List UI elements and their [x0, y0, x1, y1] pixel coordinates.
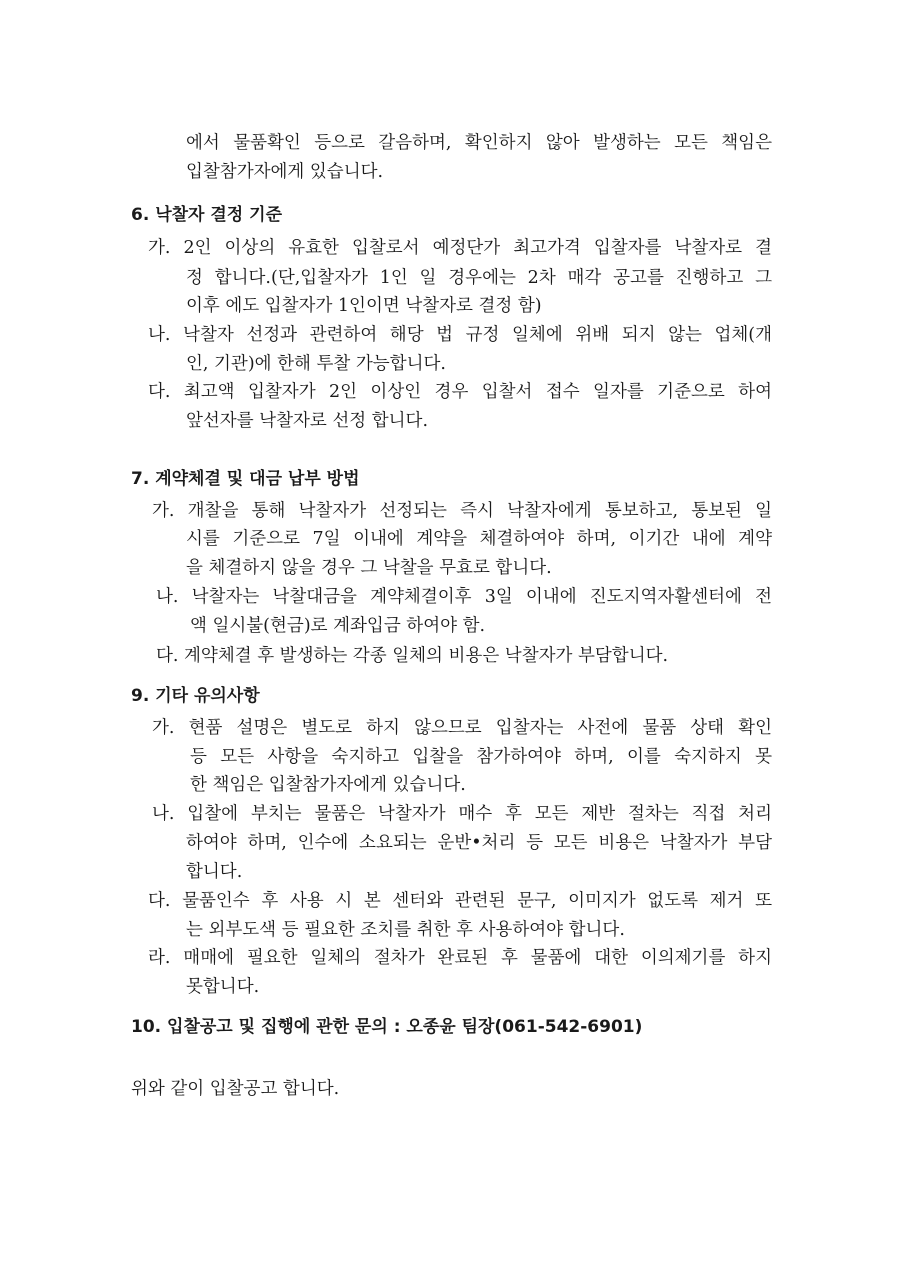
section-6-ga-line-1: 가. 2인 이상의 유효한 입찰로서 예정단가 최고가격 입찰자를 낙찰자로 결 [148, 238, 772, 258]
section-9-ga-line-3: 한 책임은 입찰참가자에게 있습니다. [190, 775, 466, 795]
section-9-da-line-2: 는 외부도색 등 필요한 조치를 취한 후 사용하여야 합니다. [186, 920, 625, 940]
section-7-ga-line-3: 을 체결하지 않을 경우 그 낙찰을 무효로 합니다. [186, 558, 552, 578]
section-6-da-line-2: 앞선자를 낙찰자로 선정 합니다. [186, 411, 429, 431]
section-6-na-line-1: 나. 낙찰자 선정과 관련하여 해당 법 규정 일체에 위배 되지 않는 업체(개 [148, 325, 772, 345]
section-9-ga-line-1: 가. 현품 설명은 별도로 하지 않으므로 입찰자는 사전에 물품 상태 확인 [152, 718, 772, 738]
section-6-heading: 6. 낙찰자 결정 기준 [131, 205, 282, 225]
section-7-ga-line-1: 가. 개찰을 통해 낙찰자가 선정되는 즉시 낙찰자에게 통보하고, 통보된 일 [152, 501, 772, 521]
section-9-ga-line-2: 등 모든 사항을 숙지하고 입찰을 참가하여야 하며, 이를 숙지하지 못 [190, 747, 772, 767]
section-7-heading: 7. 계약체결 및 대금 납부 방법 [131, 469, 360, 489]
section-9-na-line-2: 하여야 하며, 인수에 소요되는 운반•처리 등 모든 비용은 낙찰자가 부담 [186, 833, 772, 853]
section-9-na-line-3: 합니다. [186, 862, 243, 882]
section-6-da-line-1: 다. 최고액 입찰자가 2인 이상인 경우 입찰서 접수 일자를 기준으로 하여 [148, 382, 772, 402]
section-7-na-line-1: 나. 낙찰자는 낙찰대금을 계약체결이후 3일 이내에 진도지역자활센터에 전 [156, 587, 772, 607]
section-6-na-line-2: 인, 기관)에 한해 투찰 가능합니다. [186, 354, 446, 374]
section-6-ga-line-2: 정 합니다.(단,입찰자가 1인 일 경우에는 2차 매각 공고를 진행하고 그 [186, 268, 772, 288]
section-7-na-line-2: 액 일시불(현금)로 계좌입금 하여야 함. [190, 616, 486, 636]
section-9-na-line-1: 나. 입찰에 부치는 물품은 낙찰자가 매수 후 모든 제반 절차는 직접 처리 [152, 804, 772, 824]
section-7-ga-line-2: 시를 기준으로 7일 이내에 계약을 체결하여야 하며, 이기간 내에 계약 [186, 529, 772, 549]
section-9-heading: 9. 기타 유의사항 [131, 686, 260, 706]
closing-statement: 위와 같이 입찰공고 합니다. [131, 1079, 340, 1099]
intro-line-1: 에서 물품확인 등으로 갈음하며, 확인하지 않아 발생하는 모든 책임은 [186, 133, 772, 153]
section-6-ga-line-3: 이후 에도 입찰자가 1인이면 낙찰자로 결정 함) [186, 296, 542, 316]
section-10-heading: 10. 입찰공고 및 집행에 관한 문의 : 오종윤 팀장(061-542-6901) [131, 1017, 643, 1037]
intro-line-2: 입찰참가자에게 있습니다. [186, 162, 384, 182]
section-9-da-line-1: 다. 물품인수 후 사용 시 본 센터와 관련된 문구, 이미지가 없도록 제거 또 [148, 891, 772, 911]
section-9-ra-line-2: 못합니다. [186, 977, 260, 997]
section-7-da-line-1: 다. 계약체결 후 발생하는 각종 일체의 비용은 낙찰자가 부담합니다. [156, 646, 669, 666]
section-9-ra-line-1: 라. 매매에 필요한 일체의 절차가 완료된 후 물품에 대한 이의제기를 하지 [148, 948, 772, 968]
